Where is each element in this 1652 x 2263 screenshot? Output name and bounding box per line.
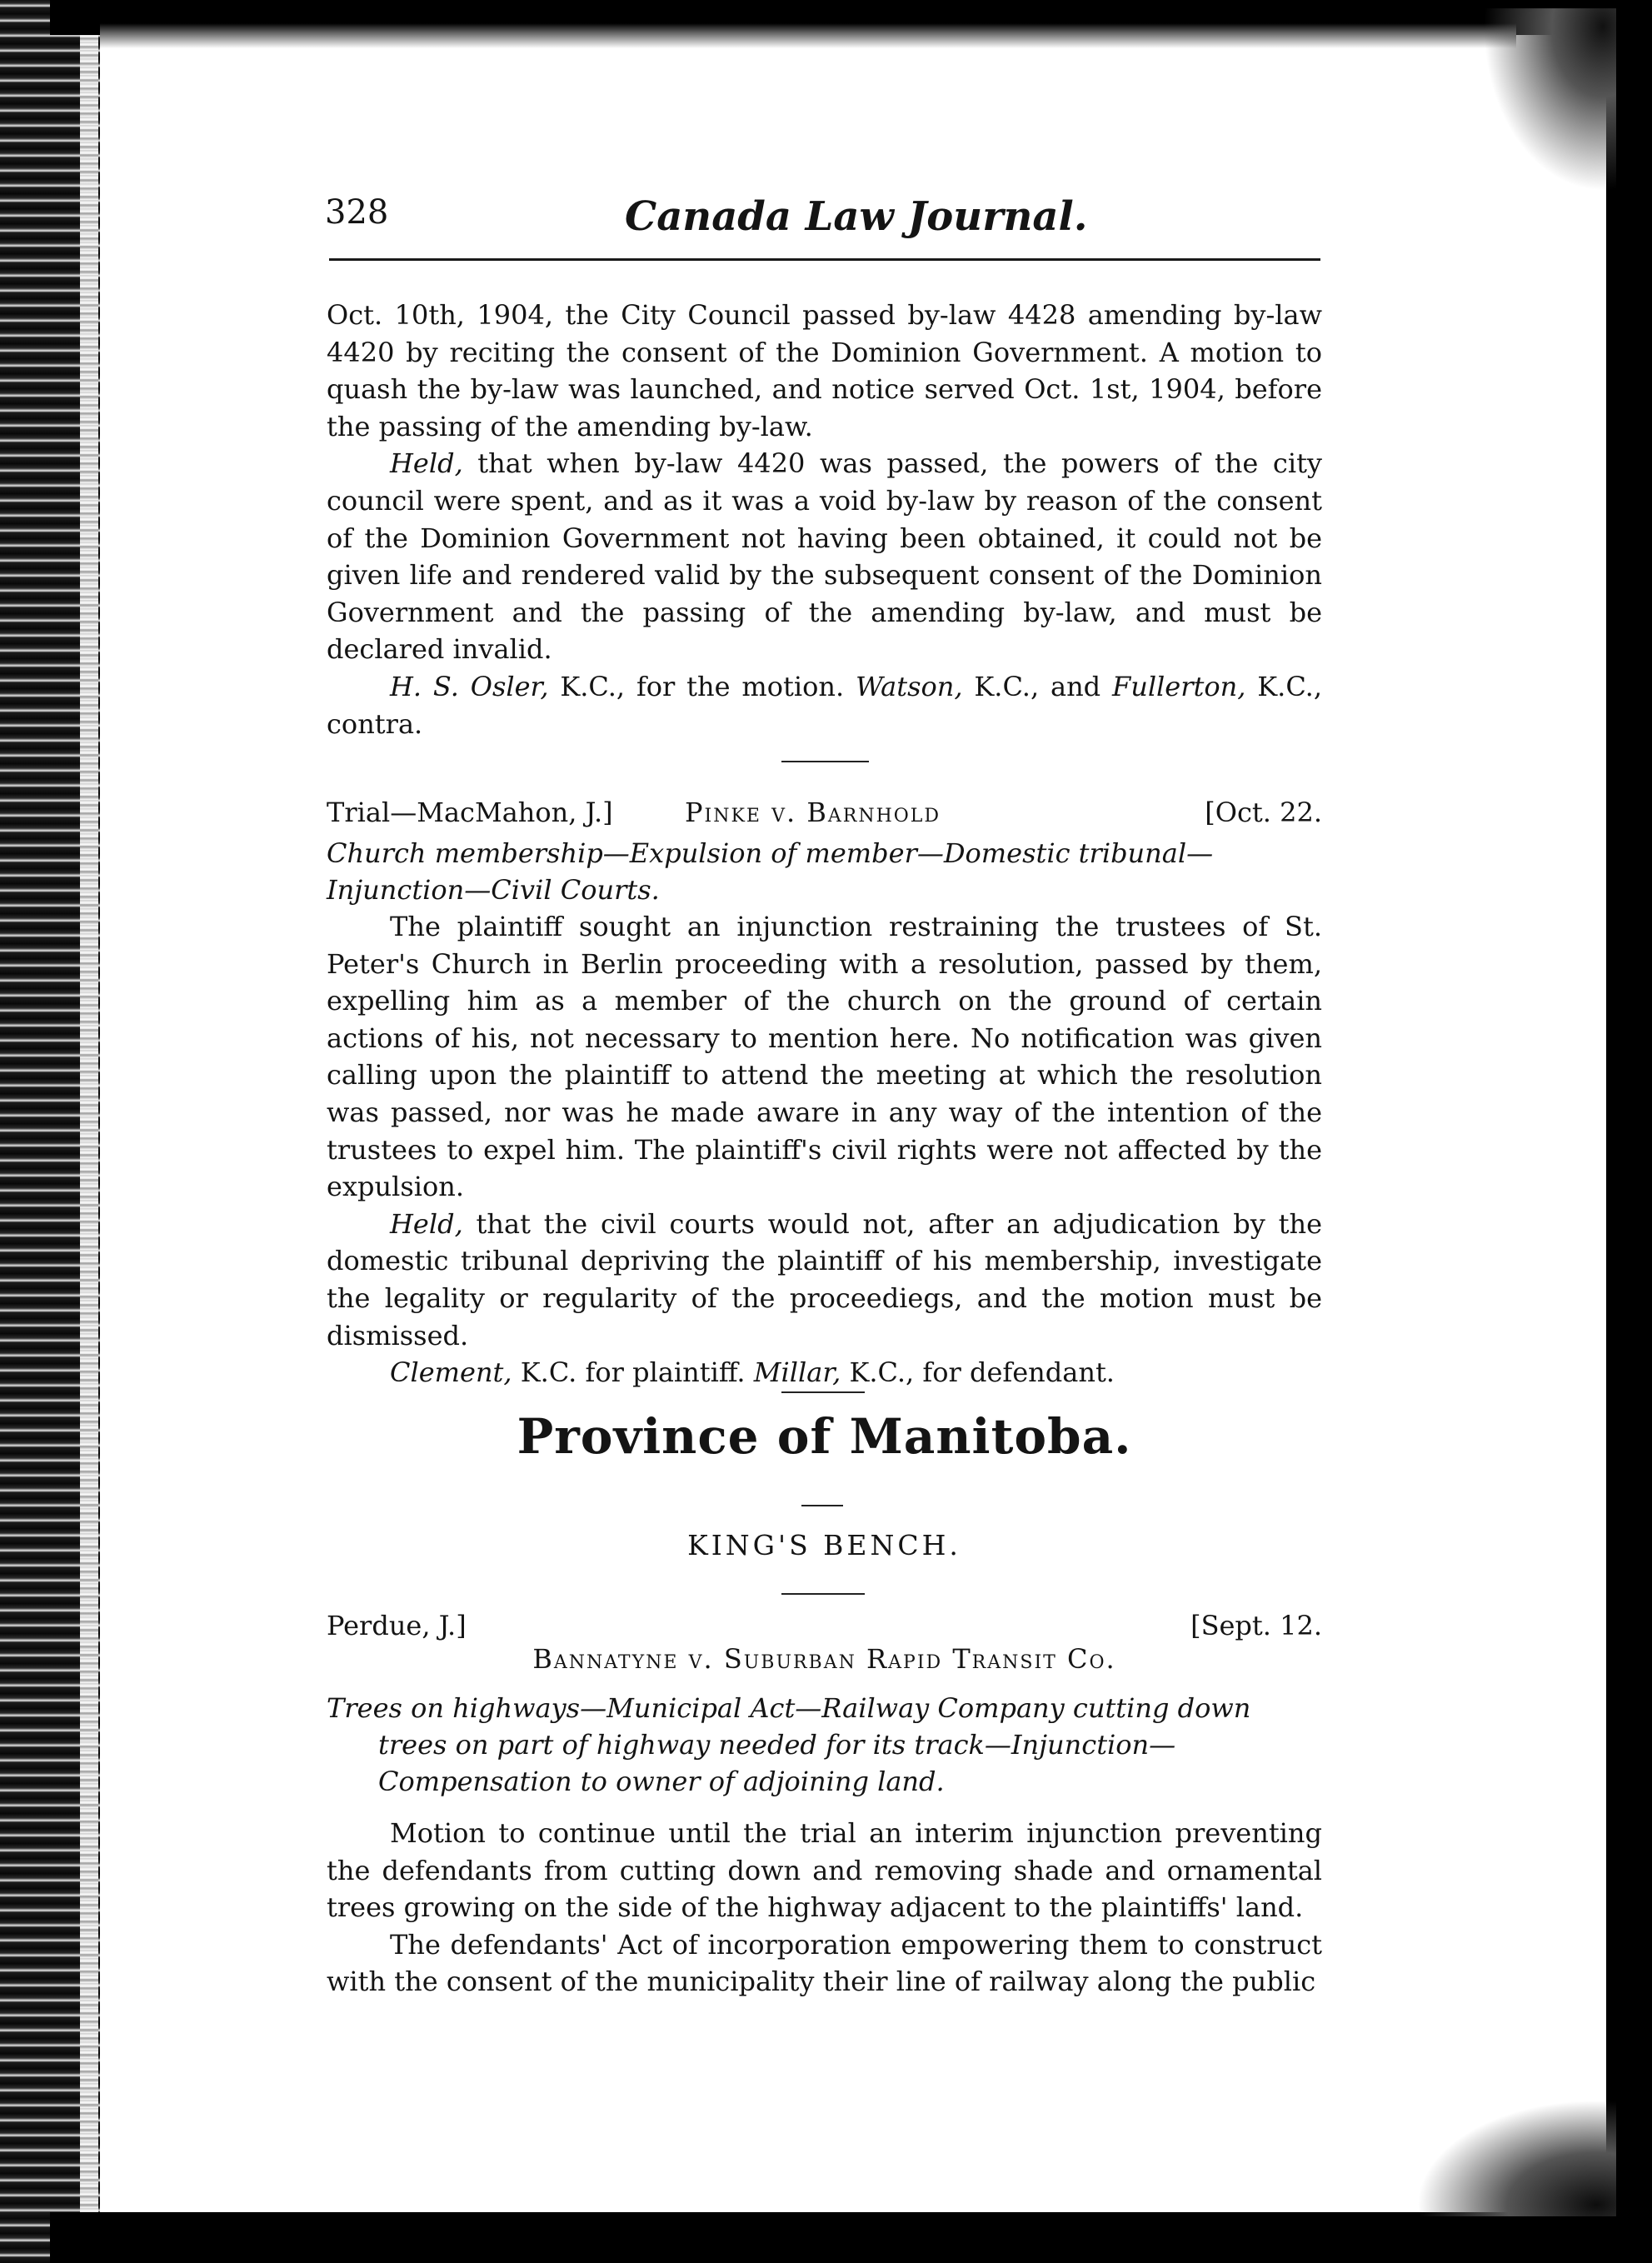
case2-held	[327, 1206, 1322, 1354]
case3-paragraph: The defendants' Act of incorporation empowering them to construct with the consent of the municipality their line of railway along the public	[327, 1928, 1322, 1998]
case1-held	[327, 445, 1322, 668]
section-separator	[781, 1391, 865, 1393]
case3-caption	[327, 1610, 1322, 1646]
counsel-role: K.C., for the motion.	[548, 670, 856, 702]
scan-edge-right	[1606, 0, 1652, 2263]
counsel-role: K.C., and	[962, 670, 1112, 702]
scan-edge-binding	[80, 33, 98, 2233]
scan-edge-top-shadow	[100, 23, 1516, 48]
held-text: that the civil courts would not, after an adjudication by the domestic tribunal depriving the plaintiff of his membership, investigate the legality or regularity of the proceediegs, and the motion must be dismissed.	[327, 1207, 1322, 1351]
case2-date: [Oct. 22.	[1205, 797, 1322, 828]
header-rule	[329, 258, 1320, 261]
case2-paragraph: The plaintiff sought an injunction restraining the trustees of St. Peter's Church in Berlin proceeding with a resolution, passed by them, expelling him as a member of the church on the ground of certain actions of his, not necessary to mention here. No notification was given calling upon the plaintiff to attend the meeting at which the resolution was passed, nor was he made aware in any way of the intention of the trustees to expel him. The plaintiff's civil rights were not affected by the expulsion.	[327, 911, 1322, 1203]
section-heading: Province of Manitoba.	[517, 1408, 1132, 1465]
counsel-name: H. S. Osler,	[390, 670, 549, 702]
case1-paragraph: Oct. 10th, 1904, the City Council passed by-law 4428 amending by-law 4420 by reciting the consent of the Dominion Government. A motion to quash the by-law was launched, and notice served Oct. 1st, 1904, before the passing of the amending by-law.	[327, 299, 1322, 442]
counsel-name: Fullerton,	[1112, 670, 1246, 702]
case3-date: [Sept. 12.	[1190, 1610, 1322, 1641]
counsel-role: K.C. for plaintiff.	[512, 1356, 754, 1389]
journal-title: Canada Law Journal.	[625, 193, 1088, 240]
running-header	[325, 193, 1325, 252]
counsel-name: Millar,	[753, 1356, 841, 1389]
counsel-name: Watson,	[856, 670, 963, 702]
case2-headnote: Church membership—Expulsion of member—Domestic tribunal—Injunction—Civil Courts.	[327, 837, 1214, 906]
counsel-name: Clement,	[390, 1356, 512, 1389]
case2-counsel	[327, 1354, 1322, 1391]
case1-counsel	[327, 668, 1322, 742]
case3-headnote: Trees on highways—Municipal Act—Railway Company cutting down trees on part of highway needed for its track—Injunction—Compensation to owner of adjoining land.	[327, 1692, 1251, 1797]
case2-body	[327, 908, 1322, 1391]
case-separator	[781, 1593, 865, 1595]
scan-corner-shadow-top	[1483, 8, 1616, 192]
held-label: Held,	[390, 1207, 463, 1240]
counsel-role: K.C., contra.	[327, 670, 1323, 740]
page-number: 328	[325, 193, 389, 232]
scan-corner-shadow-bottom	[1416, 2100, 1616, 2216]
case3-title: Bannatyne v. Suburban Rapid Transit Co.	[532, 1643, 1116, 1675]
scan-edge-bottom	[50, 2212, 1652, 2263]
counsel-role: K.C., for defendant.	[841, 1356, 1115, 1389]
case3-body	[327, 1815, 1322, 2001]
held-text: that when by-law 4420 was passed, the powers of the city council were spent, and as it was a void by-law by reason of the consent of the Dominion Government not having been obtained, it could not be given life and rendered valid by the subsequent consent of the Dominion Government and the passing of the amending by-law, and must be declared invalid.	[327, 447, 1322, 666]
case2-caption	[327, 797, 1322, 833]
heading-separator	[801, 1505, 843, 1506]
case1-body	[327, 297, 1322, 742]
case2-judge: Trial—MacMahon, J.]	[327, 797, 613, 828]
held-label: Held,	[390, 447, 463, 480]
case-separator	[781, 761, 869, 762]
case2-title: Pinke v. Barnhold	[685, 797, 941, 828]
case3-judge: Perdue, J.]	[327, 1610, 467, 1641]
case3-paragraph: Motion to continue until the trial an interim injunction preventing the defendants from cutting down and removing shade and ornamental trees growing on the side of the highway adjacent to the plaintiffs' land.	[327, 1817, 1322, 1924]
court-heading: KING'S BENCH.	[687, 1529, 961, 1561]
